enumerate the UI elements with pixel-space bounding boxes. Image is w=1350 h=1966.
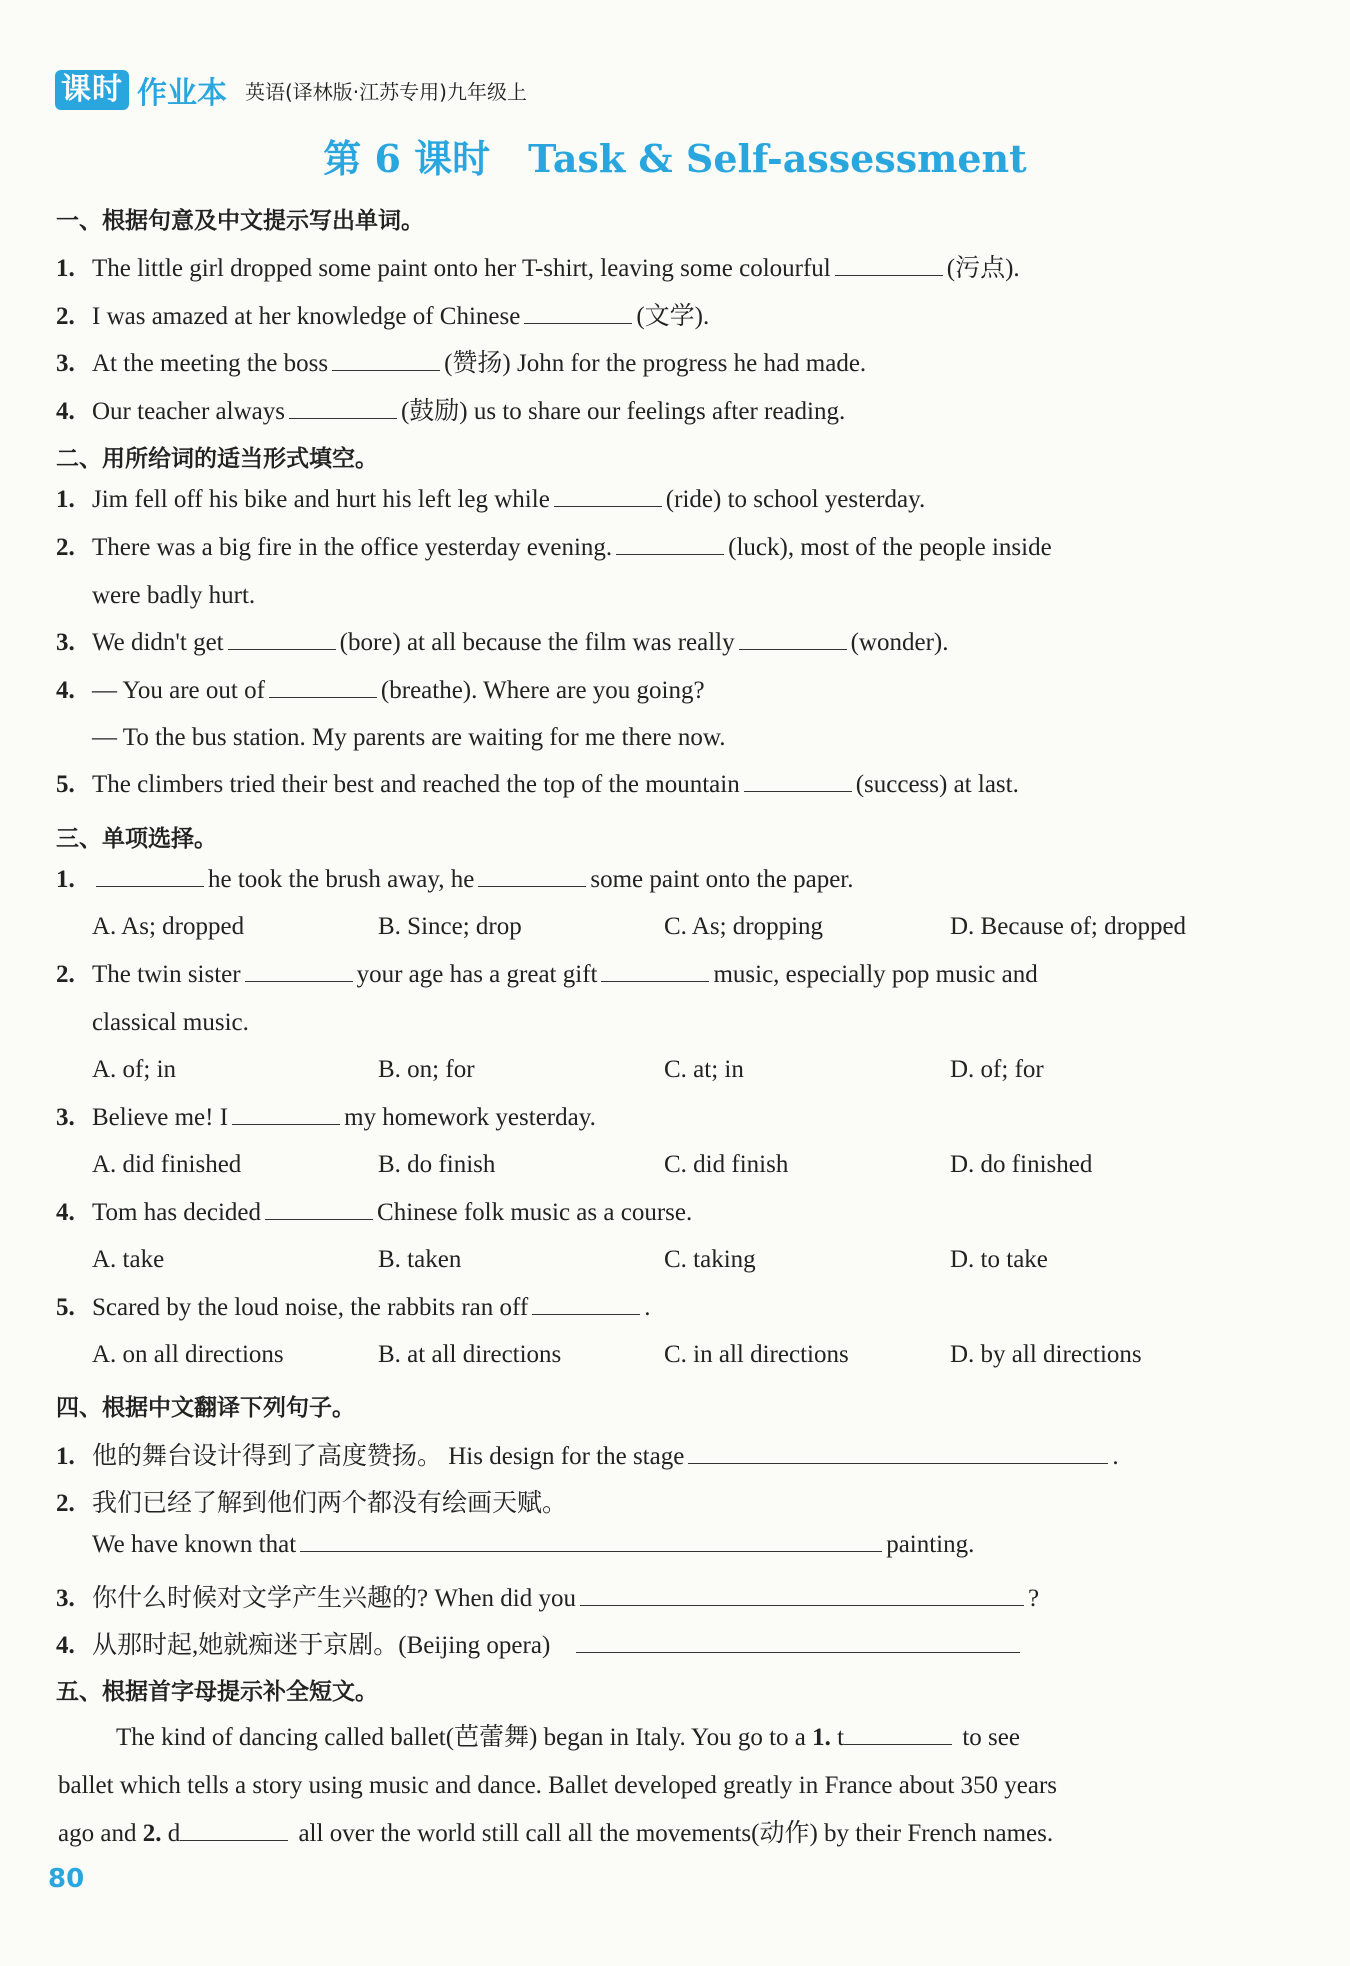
option-a[interactable]: A. take — [92, 1246, 165, 1273]
answer-blank[interactable] — [245, 961, 353, 982]
s2-item-3: 3. We didn't get (bore) at all because the film was really (wonder). — [56, 629, 949, 656]
s4-item-2-english: We have known that painting. — [92, 1531, 975, 1558]
s2-item-4-reply: — To the bus station. My parents are waiting for me there now. — [92, 724, 726, 751]
answer-blank[interactable] — [554, 486, 662, 507]
section-heading-3: 三、单项选择。 — [56, 826, 217, 852]
section-heading-1: 一、根据句意及中文提示写出单词。 — [56, 208, 424, 234]
option-b[interactable]: B. taken — [378, 1246, 462, 1273]
option-b[interactable]: B. do finish — [378, 1151, 496, 1178]
answer-blank[interactable] — [232, 1104, 340, 1125]
option-c[interactable]: C. As; dropping — [664, 913, 824, 940]
answer-blank[interactable] — [524, 303, 632, 324]
option-c[interactable]: C. did finish — [664, 1151, 789, 1178]
option-a[interactable]: A. As; dropped — [92, 913, 245, 940]
passage-blank-2[interactable] — [180, 1820, 288, 1841]
s3-item-1: 1. he took the brush away, he some paint onto the paper. — [56, 866, 854, 893]
option-d[interactable]: D. to take — [950, 1246, 1048, 1273]
option-c[interactable]: C. in all directions — [664, 1341, 849, 1368]
section-heading-4: 四、根据中文翻译下列句子。 — [56, 1395, 355, 1421]
lesson-title: 第 6 课时 Task & Self-assessment — [323, 136, 1027, 181]
option-b[interactable]: B. on; for — [378, 1056, 475, 1083]
s3-item-2: 2. The twin sister your age has a great gift music, especially pop music and — [56, 961, 1038, 988]
answer-line[interactable] — [576, 1632, 1020, 1653]
option-b[interactable]: B. at all directions — [378, 1341, 562, 1368]
s1-item-2: 2. I was amazed at her knowledge of Chinese (文学). — [56, 303, 710, 330]
s2-item-5: 5. The climbers tried their best and reached the top of the mountain (success) at last. — [56, 771, 1019, 798]
answer-blank[interactable] — [835, 255, 943, 276]
option-c[interactable]: C. taking — [664, 1246, 756, 1273]
answer-blank[interactable] — [532, 1294, 640, 1315]
answer-blank[interactable] — [269, 677, 377, 698]
s4-item-1: 1. 他的舞台设计得到了高度赞扬。 His design for the stage . — [56, 1443, 1119, 1470]
book-title: 英语(译林版·江苏专用)九年级上 — [245, 79, 527, 104]
logo-part2: 作业本 — [137, 76, 227, 111]
passage-line-1: The kind of dancing called ballet(芭蕾舞) began in Italy. You go to a 1. t to see — [116, 1724, 1020, 1751]
section-heading-2: 二、用所给词的适当形式填空。 — [56, 446, 378, 472]
section-heading-5: 五、根据首字母提示补全短文。 — [56, 1679, 378, 1705]
answer-blank[interactable] — [289, 398, 397, 419]
s1-item-4: 4. Our teacher always (鼓励) us to share our feelings after reading. — [56, 398, 846, 425]
answer-blank[interactable] — [96, 866, 204, 887]
option-b[interactable]: B. Since; drop — [378, 913, 522, 940]
passage-line-3: ago and 2. d all over the world still call all the movements(动作) by their French names. — [58, 1820, 1054, 1847]
answer-blank[interactable] — [228, 629, 336, 650]
s1-item-1: 1. The little girl dropped some paint onto her T-shirt, leaving some colourful (污点). — [56, 255, 1020, 282]
s4-item-4: 4. 从那时起,她就痴迷于京剧。(Beijing opera) — [56, 1625, 1024, 1661]
option-a[interactable]: A. of; in — [92, 1056, 177, 1083]
option-d[interactable]: D. by all directions — [950, 1341, 1142, 1368]
s2-item-4: 4. — You are out of (breathe). Where are you going? — [56, 677, 705, 704]
answer-blank[interactable] — [478, 866, 586, 887]
option-d[interactable]: D. of; for — [950, 1056, 1044, 1083]
logo-part1: 课时 — [55, 70, 129, 110]
s4-item-3: 3. 你什么时候对文学产生兴趣的? When did you ? — [56, 1585, 1040, 1612]
option-a[interactable]: A. did finished — [92, 1151, 242, 1178]
s3-item-2-continued: classical music. — [92, 1009, 249, 1036]
answer-blank[interactable] — [601, 961, 709, 982]
answer-blank[interactable] — [265, 1199, 373, 1220]
s3-item-4: 4. Tom has decided Chinese folk music as a course. — [56, 1199, 693, 1226]
header — [55, 68, 527, 112]
answer-blank[interactable] — [744, 771, 852, 792]
s1-item-3: 3. At the meeting the boss (赞扬) John for the progress he had made. — [56, 350, 867, 377]
s2-item-1: 1. Jim fell off his bike and hurt his left leg while (ride) to school yesterday. — [56, 486, 926, 513]
answer-blank[interactable] — [332, 350, 440, 371]
answer-line[interactable] — [580, 1585, 1024, 1606]
s3-item-3: 3. Believe me! I my homework yesterday. — [56, 1104, 596, 1131]
s2-item-2: 2. There was a big fire in the office yesterday evening. (luck), most of the people inside — [56, 534, 1052, 561]
brand-logo — [55, 68, 227, 112]
s2-item-2-continued: were badly hurt. — [92, 582, 256, 609]
answer-line[interactable] — [688, 1443, 1108, 1464]
answer-blank[interactable] — [616, 534, 724, 555]
s3-item-5: 5. Scared by the loud noise, the rabbits ran off . — [56, 1294, 651, 1321]
option-c[interactable]: C. at; in — [664, 1056, 744, 1083]
answer-line[interactable] — [300, 1531, 882, 1552]
option-d[interactable]: D. do finished — [950, 1151, 1093, 1178]
answer-blank[interactable] — [739, 629, 847, 650]
s4-item-2: 2. 我们已经了解到他们两个都没有绘画天赋。 — [56, 1490, 568, 1517]
passage-blank-1[interactable] — [844, 1724, 952, 1745]
option-a[interactable]: A. on all directions — [92, 1341, 284, 1368]
passage-line-2: ballet which tells a story using music and dance. Ballet developed greatly in France about 350 years — [58, 1772, 1058, 1799]
page-number: 80 — [48, 1864, 85, 1894]
option-d[interactable]: D. Because of; dropped — [950, 913, 1187, 940]
